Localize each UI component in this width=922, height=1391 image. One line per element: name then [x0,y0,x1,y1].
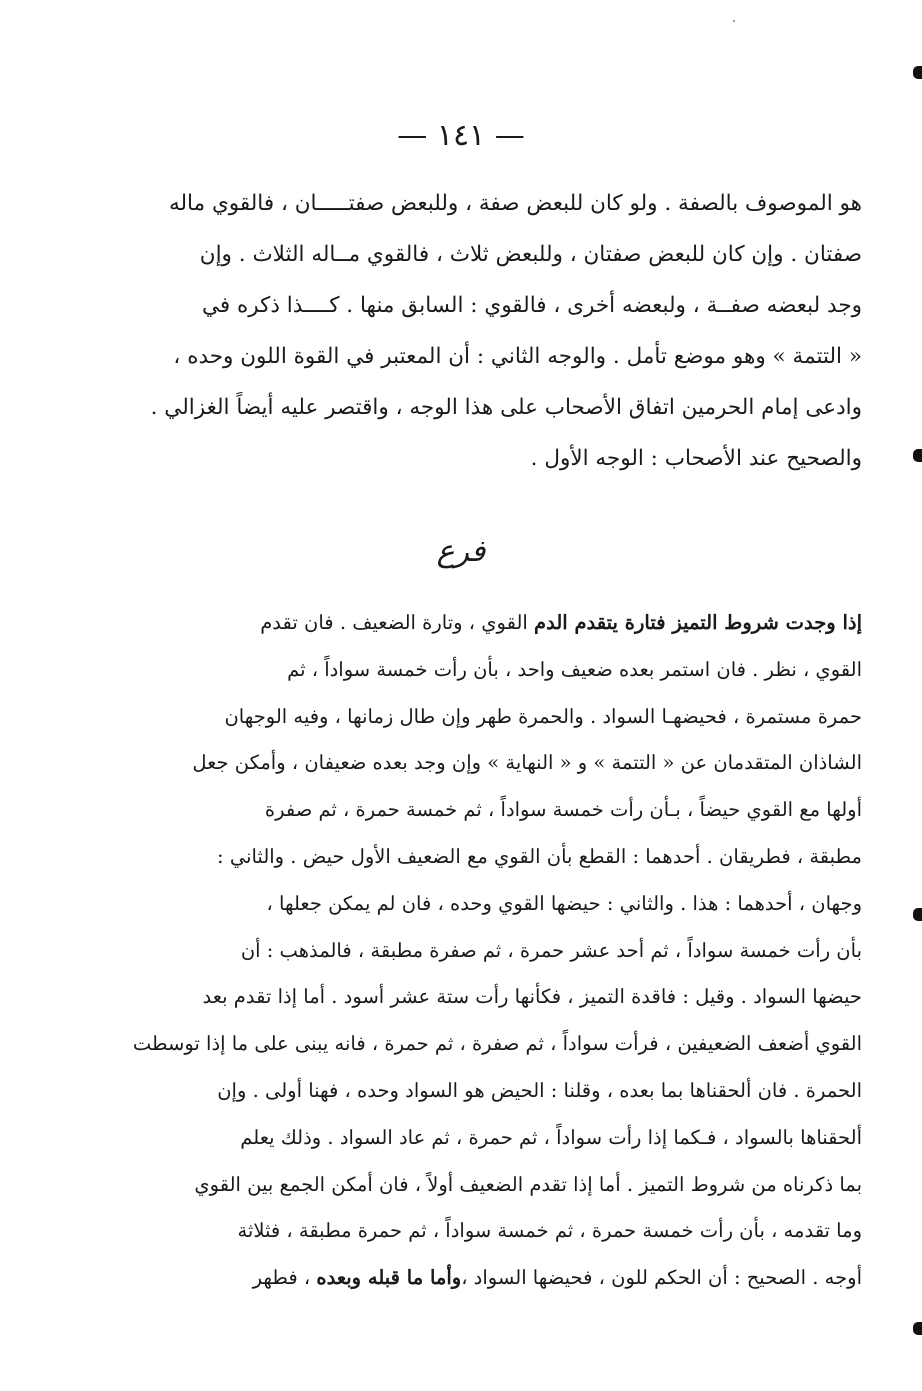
margin-mark [913,66,922,79]
paragraph-2 [132,600,862,1302]
paragraph-2-last-line [132,1255,862,1302]
paragraph-1-line: وجد لبعضه صفــة ، ولبعضه أخرى ، فالقوي : السابق منها . كــــذا ذكره في [201,293,862,318]
paragraph-1-line: والصحيح عند الأصحاب : الوجه الأول . [530,446,862,471]
last-line-bold: وأما ما قبله وبعده [316,1266,462,1290]
paragraph-1-line: وادعى إمام الحرمين اتفاق الأصحاب على هذا الوجه ، واقتصر عليه أيضاً الغزالي . [150,395,862,420]
paragraph-2-line: الحمرة . فان ألحقناها بما بعده ، وقلنا : الحيض هو السواد وحده ، فهنا أولى . وإن [217,1078,862,1102]
first-line-rest: القوي ، وتارة الضعيف . فان تقدم [260,611,535,634]
margin-mark [913,449,922,462]
paragraph-2-line: أولها مع القوي حيضاً ، بـأن رأت خمسة سواداً ، ثم خمسة حمرة ، ثم صفرة [264,798,862,822]
page-number: — ١٤١ — [397,118,525,153]
paragraph-2-line: بأن رأت خمسة سواداً ، ثم أحد عشر حمرة ، ثم صفرة مطبقة ، فالمذهب : أن [240,938,862,962]
margin-mark [913,908,922,921]
paragraph-1-line: هو الموصوف بالصفة . ولو كان للبعض صفة ، وللبعض صفتـــــان ، فالقوي ماله [168,191,862,216]
last-line-start: أوجه . الصحيح : أن الحكم للون ، فحيضها السواد ، [461,1266,862,1290]
paragraph-2-line: حيضها السواد . وقيل : فاقدة التميز ، فكأنها رأت ستة عشر أسود . أما إذا تقدم بعد [202,985,862,1009]
margin-mark [913,1322,922,1335]
paragraph-2-line: وجهان ، أحدهما : هذا . والثاني : حيضها القوي وحده ، فان لم يمكن جعلها ، [266,891,862,915]
lead-in-bold: إذا وجدت شروط التميز فتارة يتقدم الدم [534,611,862,634]
paragraph-2-line: حمرة مستمرة ، فحيضهـا السواد . والحمرة طهر وإن طال زمانها ، وفيه الوجهان [224,704,862,728]
last-line-end: ، فطهر [252,1266,317,1290]
section-heading: فرع [436,534,486,569]
paragraph-1 [132,178,862,484]
paragraph-2-line: مطبقة ، فطريقان . أحدهما : القطع بأن القوي مع الضعيف الأول حيض . والثاني : [217,844,862,868]
paragraph-2-line: الشاذان المتقدمان عن « التتمة » و « النهاية » وإن وجد بعده ضعيفان ، وأمكن جعل [192,751,862,775]
paragraph-2-line: بما ذكرناه من شروط التميز . أما إذا تقدم الضعيف أولاً ، فان أمكن الجمع بين القوي [194,1172,862,1196]
paragraph-1-line: صفتان . وإن كان للبعض صفتان ، وللبعض ثلاث ، فالقوي مــاله الثلاث . وإن [199,242,862,267]
paragraph-1-line: « التتمة » وهو موضع تأمل . والوجه الثاني : أن المعتبر في القوة اللون وحده ، [173,344,862,369]
paragraph-2-line: وما تقدمه ، بأن رأت خمسة حمرة ، ثم خمسة سواداً ، ثم حمرة مطبقة ، فثلاثة [237,1219,862,1243]
paragraph-2-line: ألحقناها بالسواد ، فـكما إذا رأت سواداً ، ثم حمرة ، ثم عاد السواد . وذلك يعلم [240,1125,862,1149]
paragraph-2-line: القوي ، نظر . فان استمر بعده ضعيف واحد ، بأن رأت خمسة سواداً ، ثم [287,657,862,681]
paragraph-2-first-line [132,600,862,647]
scan-speck [733,20,735,22]
paragraph-2-line: القوي أضعف الضعيفين ، فرأت سواداً ، ثم صفرة ، ثم حمرة ، فانه يبنى على ما إذا توسطت [132,1032,862,1056]
